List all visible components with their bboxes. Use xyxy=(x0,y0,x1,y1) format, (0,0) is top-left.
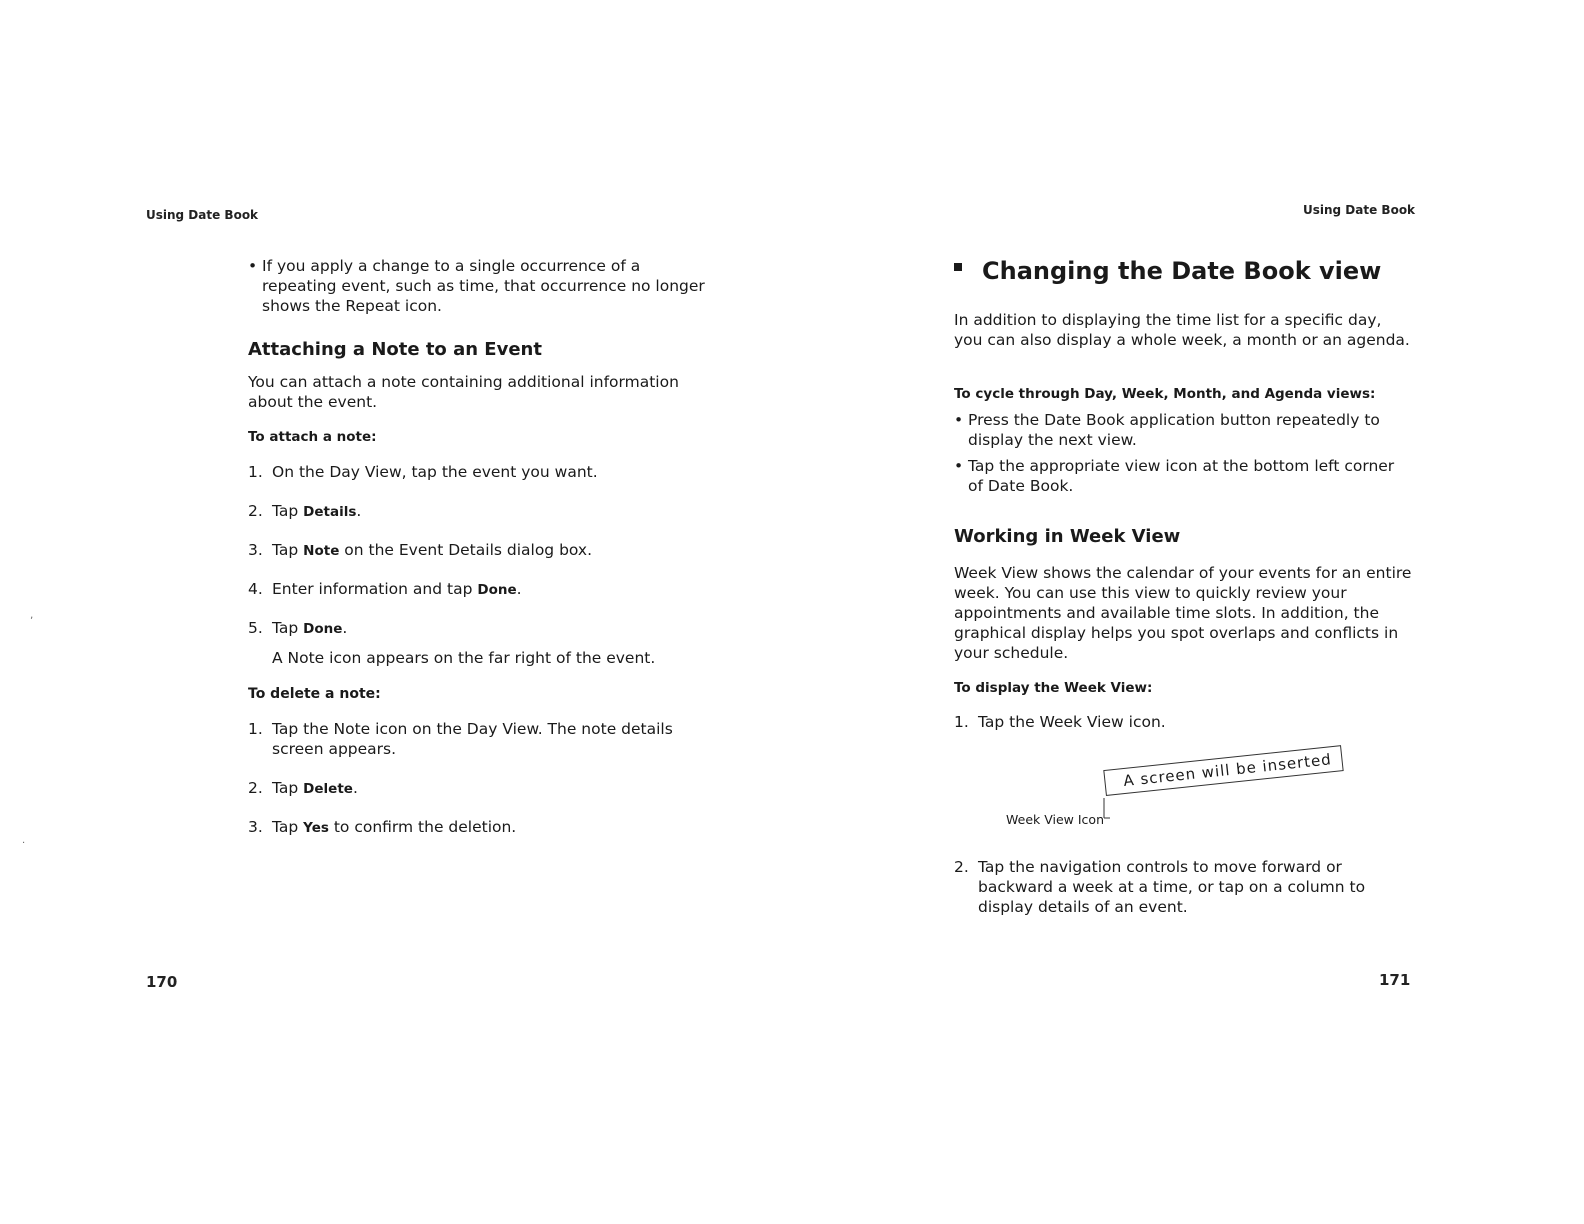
step-text-post: to confirm the deletion. xyxy=(328,818,517,836)
step-text-pre: Tap xyxy=(272,619,304,637)
step-number: 1. xyxy=(248,720,263,738)
cycle-views-label: To cycle through Day, Week, Month, and Agenda views: xyxy=(954,386,1376,402)
step-text-pre: Tap xyxy=(272,779,304,797)
main-heading-text: Changing the Date Book view xyxy=(982,257,1382,285)
step-text xyxy=(272,540,592,561)
step-number: 5. xyxy=(248,619,263,637)
ui-term-yes: Yes xyxy=(303,820,329,836)
main-heading xyxy=(954,257,1381,285)
figure-caption: Week View Icon xyxy=(1006,812,1104,827)
step-text-pre: Tap xyxy=(272,502,304,520)
cycle-bullet-1 xyxy=(954,410,1414,450)
step-number: 3. xyxy=(248,541,263,559)
week-view-heading: Working in Week View xyxy=(954,526,1181,547)
attach-note-label: To attach a note: xyxy=(248,429,377,445)
step-text-pre: Enter information and tap xyxy=(272,580,478,598)
bullet-dot-icon: • xyxy=(954,457,964,475)
ui-term-delete: Delete xyxy=(303,781,353,797)
scan-mark: ‚ xyxy=(30,610,34,621)
bullet-dot-icon: • xyxy=(954,411,964,429)
attach-step-1 xyxy=(248,462,708,482)
left-page-number: 170 xyxy=(146,973,178,991)
step-text-pre: Tap xyxy=(272,541,304,559)
step-text xyxy=(272,579,522,600)
step-text-pre: On the Day View, tap the event you want. xyxy=(272,463,598,481)
left-running-head: Using Date Book xyxy=(146,208,259,222)
right-running-head: Using Date Book xyxy=(1303,203,1416,217)
step-text xyxy=(272,618,347,639)
week-view-intro: Week View shows the calendar of your events for an entire week. You can use this view to quickly review your appointments and available time slots. In addition, the graphical display helps you spot overlaps and conflicts in your schedule. xyxy=(954,564,1412,662)
step-number: 2. xyxy=(954,858,969,876)
view-intro: In addition to displaying the time list for a specific day, you can also display a whole week, a month or an agenda. xyxy=(954,311,1410,349)
attach-step-2 xyxy=(248,501,708,522)
intro-bullet xyxy=(248,256,708,316)
ui-term-done: Done xyxy=(477,582,517,598)
display-week-label: To display the Week View: xyxy=(954,680,1153,696)
delete-step-2 xyxy=(248,778,708,799)
week-step-1 xyxy=(954,712,1414,732)
cycle-bullet-text: Press the Date Book application button repeatedly to display the next view. xyxy=(968,411,1380,449)
cycle-bullet-2 xyxy=(954,456,1414,496)
step-number: 2. xyxy=(248,779,263,797)
attach-note-heading: Attaching a Note to an Event xyxy=(248,339,542,360)
delete-step-1 xyxy=(248,719,688,759)
step-text xyxy=(272,462,598,482)
step-text xyxy=(272,778,358,799)
week-step-2 xyxy=(954,857,1394,917)
step-text-post: . xyxy=(516,580,522,598)
right-page-number: 171 xyxy=(1379,971,1411,989)
step-text-pre: Tap the Note icon on the Day View. The note details screen appears. xyxy=(272,720,673,758)
attach-step-3 xyxy=(248,540,708,561)
bullet-dot-icon: • xyxy=(248,257,258,275)
step-number: 1. xyxy=(954,713,969,731)
step-text-post: . xyxy=(342,619,348,637)
attach-note-intro: You can attach a note containing additional information about the event. xyxy=(248,373,679,411)
attach-step-5 xyxy=(248,618,708,639)
step-number: 3. xyxy=(248,818,263,836)
step-number: 1. xyxy=(248,463,263,481)
ui-term-note: Note xyxy=(303,543,340,559)
step-text: Tap the navigation controls to move forward or backward a week at a time, or tap on a column to display details of an event. xyxy=(978,858,1366,916)
step-number: 4. xyxy=(248,580,263,598)
delete-step-3 xyxy=(248,817,708,838)
step-text-post: . xyxy=(356,502,362,520)
ui-term-details: Details xyxy=(303,504,357,520)
attach-step-4 xyxy=(248,579,708,600)
step-text-post: . xyxy=(352,779,358,797)
step-text: Tap the Week View icon. xyxy=(978,713,1166,731)
attach-result: A Note icon appears on the far right of the event. xyxy=(272,649,656,667)
delete-note-label: To delete a note: xyxy=(248,686,381,702)
scan-mark: · xyxy=(22,838,26,849)
ui-term-done: Done xyxy=(303,621,343,637)
cycle-bullet-text: Tap the appropriate view icon at the bottom left corner of Date Book. xyxy=(968,457,1395,495)
step-text xyxy=(272,719,688,759)
step-number: 2. xyxy=(248,502,263,520)
intro-bullet-text: If you apply a change to a single occurrence of a repeating event, such as time, that occurrence no longer shows the Repeat icon. xyxy=(262,257,705,315)
step-text xyxy=(272,501,361,522)
square-bullet-icon xyxy=(954,263,962,271)
step-text xyxy=(272,817,516,838)
step-text-pre: Tap xyxy=(272,818,304,836)
step-text-post: on the Event Details dialog box. xyxy=(339,541,593,559)
screen-placeholder: A screen will be inserted xyxy=(1103,745,1344,796)
